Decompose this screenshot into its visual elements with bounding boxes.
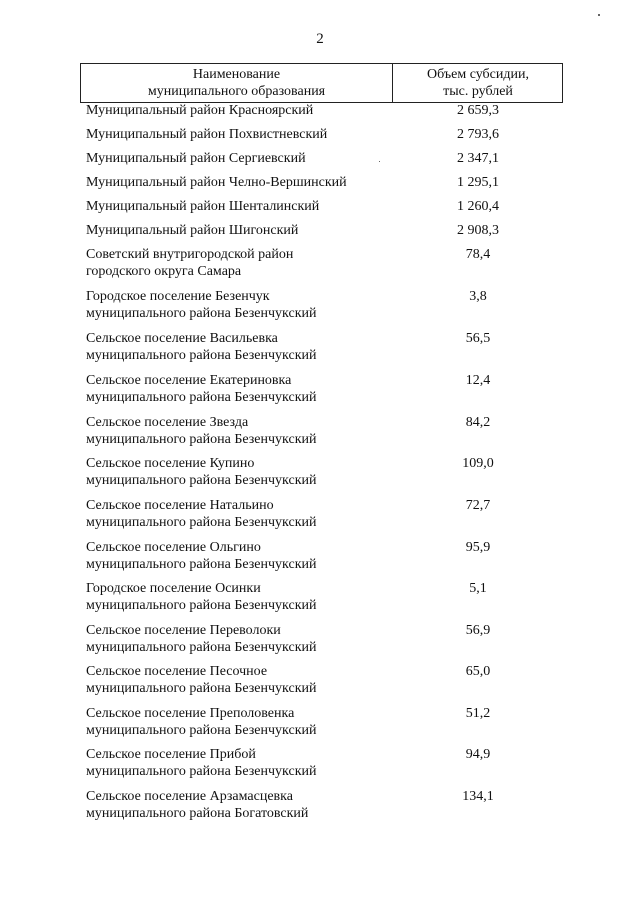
municipality-name-line1: Советский внутригородской район — [86, 247, 294, 262]
header-amount-column — [394, 64, 563, 102]
header-name-column — [80, 64, 393, 102]
municipality-name-line1: Сельское поселение Васильевка — [86, 331, 278, 346]
municipality-name — [86, 372, 406, 406]
municipality-name-line1: Муниципальный район Сергиевский — [86, 151, 306, 166]
municipality-name-line2: муниципального района Богатовский — [86, 806, 309, 821]
subsidy-amount: 65,0 — [465, 664, 491, 679]
subsidy-amount: 1 295,1 — [457, 175, 499, 190]
municipality-name-line1: Муниципальный район Шенталинский — [86, 199, 320, 214]
municipality-name-line1: Сельское поселение Купино — [86, 456, 255, 471]
municipality-name-line1: Сельское поселение Ольгино — [86, 540, 261, 555]
municipality-name-line1: Городское поселение Безенчук — [86, 289, 270, 304]
municipality-name — [86, 198, 406, 215]
municipality-name — [86, 622, 406, 656]
subsidy-amount: 2 908,3 — [457, 223, 499, 238]
municipality-name — [86, 222, 406, 239]
municipality-name-line2: муниципального района Безенчукский — [86, 598, 317, 613]
subsidy-amount: 51,2 — [465, 706, 491, 721]
municipality-name — [86, 330, 406, 364]
municipality-name — [86, 663, 406, 697]
municipality-name-line1: Сельское поселение Екатериновка — [86, 373, 292, 388]
page-number: 2 — [316, 31, 324, 47]
municipality-name — [86, 246, 406, 280]
subsidy-amount: 72,7 — [465, 498, 491, 513]
municipality-name-line1: Муниципальный район Похвистневский — [86, 127, 328, 142]
municipality-name-line1: Сельское поселение Преполовенка — [86, 706, 295, 721]
subsidy-amount: 2 793,6 — [457, 127, 499, 142]
subsidy-amount: 12,4 — [465, 373, 491, 388]
scan-speck — [379, 161, 380, 162]
header-amount-line2: тыс. рублей — [443, 84, 513, 99]
subsidy-amount: 109,0 — [462, 456, 494, 471]
municipality-name — [86, 102, 406, 119]
table-header — [80, 63, 563, 103]
subsidy-amount: 1 260,4 — [457, 199, 499, 214]
municipality-name-line1: Муниципальный район Шигонский — [86, 223, 299, 238]
municipality-name — [86, 174, 406, 191]
municipality-name-line1: Муниципальный район Красноярский — [86, 103, 314, 118]
municipality-name-line2: городского округа Самара — [86, 264, 242, 279]
municipality-name-line1: Сельское поселение Прибой — [86, 747, 256, 762]
subsidy-amount: 134,1 — [462, 789, 494, 804]
municipality-name-line1: Сельское поселение Звезда — [86, 415, 249, 430]
header-name-line2: муниципального образования — [147, 84, 326, 99]
municipality-name — [86, 580, 406, 614]
subsidy-amount: 2 347,1 — [457, 151, 499, 166]
subsidy-amount: 2 659,3 — [457, 103, 499, 118]
header-amount-line1: Объем субсидии, — [427, 67, 529, 82]
municipality-name-line2: муниципального района Безенчукский — [86, 515, 317, 530]
municipality-name-line1: Сельское поселение Переволоки — [86, 623, 281, 638]
subsidy-amount: 3,8 — [469, 289, 487, 304]
municipality-name — [86, 455, 406, 489]
municipality-name-line1: Сельское поселение Арзамасцевка — [86, 789, 293, 804]
municipality-name-line2: муниципального района Безенчукский — [86, 390, 317, 405]
municipality-name — [86, 126, 406, 143]
municipality-name — [86, 539, 406, 573]
municipality-name-line1: Городское поселение Осинки — [86, 581, 261, 596]
subsidy-amount: 94,9 — [465, 747, 491, 762]
municipality-name-line1: Муниципальный район Челно-Вершинский — [86, 175, 347, 190]
municipality-name-line2: муниципального района Безенчукский — [86, 723, 317, 738]
header-name-line1: Наименование — [192, 67, 281, 82]
municipality-name-line2: муниципального района Безенчукский — [86, 306, 317, 321]
subsidy-amount: 5,1 — [469, 581, 487, 596]
municipality-name-line2: муниципального района Безенчукский — [86, 348, 317, 363]
municipality-name-line2: муниципального района Безенчукский — [86, 681, 317, 696]
municipality-name — [86, 288, 406, 322]
municipality-name-line2: муниципального района Безенчукский — [86, 473, 317, 488]
municipality-name-line2: муниципального района Безенчукский — [86, 432, 317, 447]
municipality-name-line1: Сельское поселение Песочное — [86, 664, 268, 679]
scan-speck — [598, 14, 600, 16]
municipality-name — [86, 788, 406, 822]
subsidy-amount: 78,4 — [465, 247, 491, 262]
municipality-name-line1: Сельское поселение Натальино — [86, 498, 274, 513]
municipality-name — [86, 150, 406, 167]
municipality-name-line2: муниципального района Безенчукский — [86, 764, 317, 779]
municipality-name — [86, 414, 406, 448]
municipality-name — [86, 705, 406, 739]
municipality-name — [86, 746, 406, 780]
subsidy-amount: 56,5 — [465, 331, 491, 346]
municipality-name-line2: муниципального района Безенчукский — [86, 557, 317, 572]
municipality-name — [86, 497, 406, 531]
subsidy-amount: 95,9 — [465, 540, 491, 555]
subsidy-amount: 56,9 — [465, 623, 491, 638]
subsidy-amount: 84,2 — [465, 415, 491, 430]
municipality-name-line2: муниципального района Безенчукский — [86, 640, 317, 655]
